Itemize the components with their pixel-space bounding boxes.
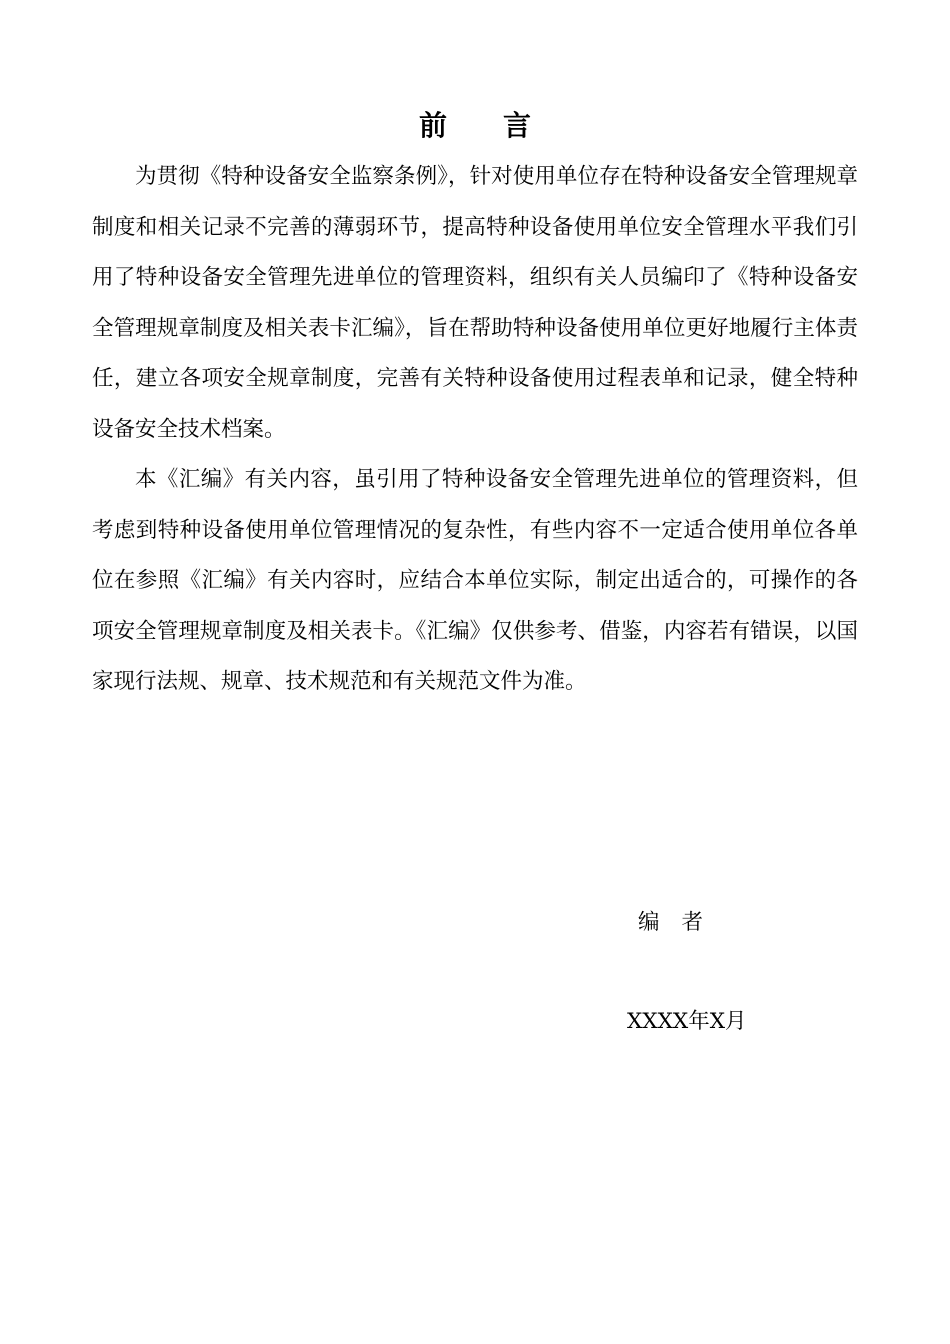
signer-char-1: 编 [638,910,660,935]
title-char-1: 前 [418,109,447,142]
paragraph-1: 为贯彻《特种设备安全监察条例》，针对使用单位存在特种设备安全管理规章制度和相关记录不完善的薄弱环节，提高特种设备使用单位安全管理水平我们引用了特种设备安全管理先进单位的管理资料，组织有关人员编印了《特种设备安全管理规章制度及相关表卡汇编》，旨在帮助特种设备使用单位更好地履行主体责任，建立各项安全规章制度，完善有关特种设备使用过程表单和记录，健全特种设备安全技术档案。 [92,164,858,442]
paragraph-2: 本《汇编》有关内容，虽引用了特种设备安全管理先进单位的管理资料，但考虑到特种设备使用单位管理情况的复杂性，有些内容不一定适合使用单位各单位在参照《汇编》有关内容时，应结合本单位实际，制定出适合的，可操作的各项安全管理规章制度及相关表卡。《汇编》仅供参考、借鉴，内容若有错误，以国家现行法规、规章、技术规范和有关规范文件为准。 [92,467,858,694]
page-title [0,106,950,146]
signer [638,905,703,941]
signer-char-2: 者 [681,910,704,935]
date: XXXX年X月 [627,1009,747,1034]
body-text [92,152,858,708]
title-char-2: 言 [503,109,532,142]
